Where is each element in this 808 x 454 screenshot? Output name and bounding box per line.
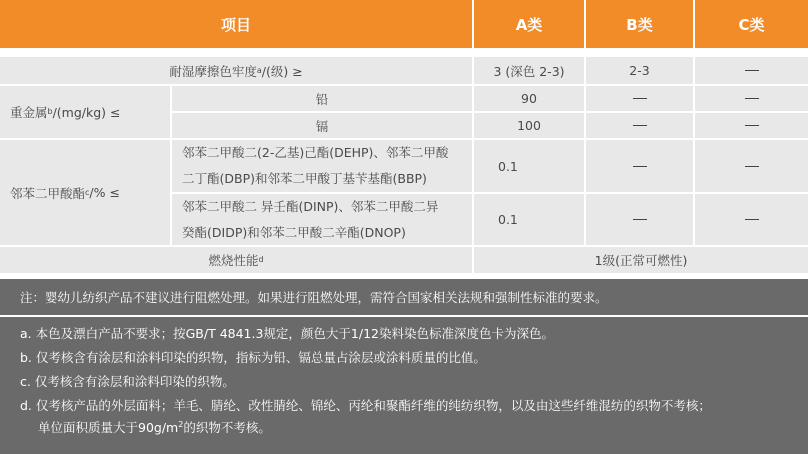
phthalate-2-c [695, 194, 808, 245]
dash-mark [633, 125, 647, 126]
wet-rub-b: 2-3 [586, 57, 693, 84]
lead-c [695, 86, 808, 111]
phthalate-1-line2: 二丁酯(DBP)和邻苯二甲酸丁基苄基酯(BBP) [182, 171, 427, 186]
dash-mark [745, 98, 759, 99]
dash-mark [633, 166, 647, 167]
phthalate-2-line1: 邻苯二甲酸二 异壬酯(DINP)、邻苯二甲酸二异 [182, 198, 439, 214]
phthalate-2-label [172, 194, 472, 245]
lead-label: 铅 [172, 86, 472, 111]
note-d-line2 [38, 418, 271, 438]
cadmium-b [586, 113, 693, 138]
lead-b [586, 86, 693, 111]
phthalate-1-line1: 邻苯二甲酸二(2-乙基)己酯(DEHP)、邻苯二甲酸 [182, 145, 449, 160]
note-a: a. 本色及漂白产品不要求；按GB/T 4841.3规定，颜色大于1/12染料染色标准深度色卡为深色。 [20, 326, 554, 341]
header-class-c: C类 [695, 0, 808, 48]
note-d-line2-post: 的织物不考核。 [183, 420, 271, 435]
notes-panel [0, 279, 808, 454]
flammability-value: 1级(正常可燃性) [474, 247, 808, 273]
dash-mark [745, 125, 759, 126]
note-d-line2-pre: 单位面积质量大于90g/m [38, 420, 179, 435]
phthalate-2-a: 0.1 [474, 194, 584, 245]
flammability-label-text: 燃烧性能 [208, 253, 259, 268]
header-class-b: B类 [586, 0, 693, 48]
flammability-label: 燃烧性能 d [0, 247, 472, 273]
phthalate-1-b [586, 140, 693, 192]
phthalate-1-c [695, 140, 808, 192]
note-b: b. 仅考核含有涂层和涂料印染的织物，指标为铅、镉总量占涂层或涂料质量的比值。 [20, 350, 486, 365]
heavy-metal-label-text: 重金属 [10, 105, 48, 120]
wet-rub-suffix: /(级) ≥ [261, 63, 303, 79]
wet-rub-c [695, 57, 808, 84]
cadmium-a: 100 [474, 113, 584, 138]
dash-mark [633, 219, 647, 220]
phthalate-1-label [172, 140, 472, 192]
dash-mark [745, 70, 759, 71]
notes-main: 注：婴幼儿纺织产品不建议进行阻燃处理。如果进行阻燃处理，需符合国家相关法规和强制性标准的要求。 [20, 290, 608, 305]
table-body [0, 57, 808, 273]
wet-rub-label: 耐湿摩擦色牢度 a /(级) ≥ [0, 57, 472, 84]
cadmium-c [695, 113, 808, 138]
cadmium-label: 镉 [172, 113, 472, 138]
lead-a: 90 [474, 86, 584, 111]
heavy-metal-label: 重金属 b /(mg/kg) ≤ [0, 86, 170, 138]
dash-mark [745, 219, 759, 220]
wet-rub-label-text: 耐湿摩擦色牢度 [169, 63, 257, 79]
phthalate-label-text: 邻苯二甲酸酯 [10, 185, 86, 201]
notes-divider [0, 315, 808, 317]
heavy-metal-suffix: /(mg/kg) ≤ [52, 104, 121, 120]
note-d-line2-sup: 2 [178, 419, 184, 429]
phthalate-1-a: 0.1 [474, 140, 584, 192]
header-class-a: A类 [474, 0, 584, 48]
phthalate-2-line2: 癸酯(DIDP)和邻苯二甲酸二辛酯(DNOP) [182, 224, 406, 240]
wet-rub-a: 3 (深色 2-3) [474, 57, 584, 84]
phthalate-2-b [586, 194, 693, 245]
note-d-line1: d. 仅考核产品的外层面料；羊毛、腈纶、改性腈纶、锦纶、丙纶和聚酯纤维的纯纺织物，以及由这些纤维混纺的织物不考核； [20, 398, 711, 413]
phthalate-label: 邻苯二甲酸酯 c /% ≤ [0, 140, 170, 245]
dash-mark [745, 166, 759, 167]
phthalate-suffix: /% ≤ [89, 185, 120, 200]
table-header [0, 0, 808, 48]
header-item: 项目 [0, 0, 472, 48]
dash-mark [633, 98, 647, 99]
note-c: c. 仅考核含有涂层和涂料印染的织物。 [20, 374, 235, 389]
